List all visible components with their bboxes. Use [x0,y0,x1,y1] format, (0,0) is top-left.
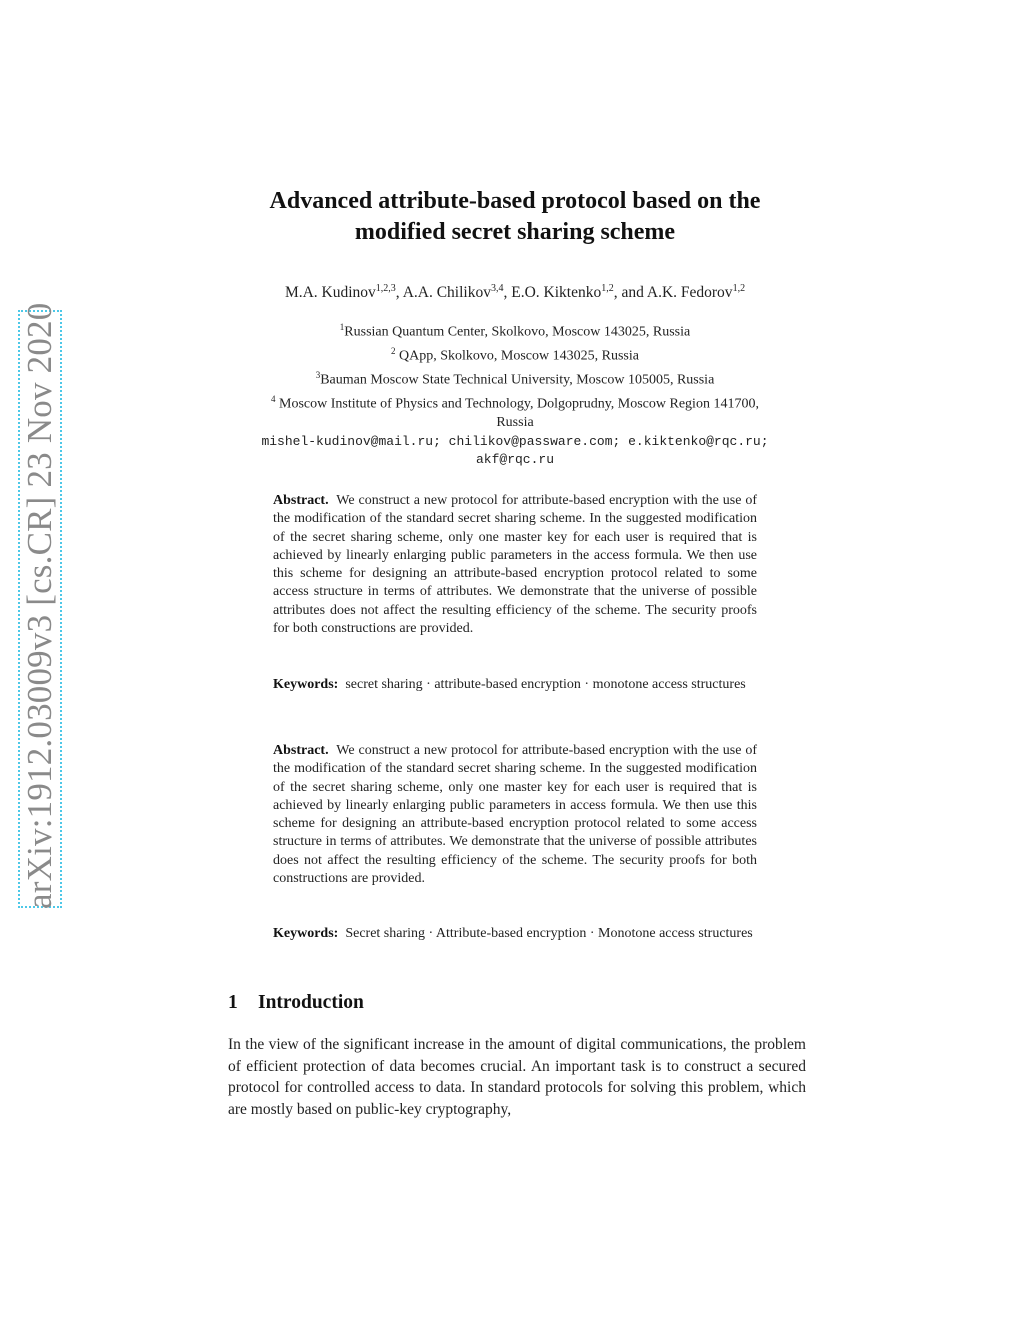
title-line-1: Advanced attribute-based protocol based on the [269,188,761,214]
author-name: A.K. Fedorov [646,284,733,302]
author-separator: , [503,284,512,302]
email-list[interactable]: akf@rqc.ru [475,452,554,468]
affiliation-continuation: Russia [496,415,534,431]
affiliation-sup: 1 [339,322,345,332]
author-affil-sup: 1,2,3 [375,283,396,294]
author-list [180,283,850,302]
section-number: 1 [228,992,238,1013]
section-title: Introduction [258,992,364,1013]
email-list[interactable]: mishel-kudinov@mail.ru; chilikov@passware.com; e.kiktenko@rqc.ru; [261,433,769,449]
author-name: M.A. Kudinov [284,284,376,302]
keywords-block [273,676,757,694]
abstract-text: We construct a new protocol for attribute-based encryption with the use of the modification of the standard secret sharing scheme. In the suggested modification of the secret sharing scheme, only one master key for each user is required that is achieved by linearly enlarging public parameters in the access formula. We then use this scheme for designing an attribute-based encryption protocol related to some access structure in terms of attributes. We demonstrate that the universe of possible attributes does not affect the resulting efficiency of the scheme. The security proofs for both constructions are provided. [273,493,758,637]
affiliation-sup: 4 [271,394,276,405]
author-name: A.A. Chilikov [402,284,491,302]
affiliation-text: Bauman Moscow State Technical University, Moscow 105005, Russia [320,372,715,388]
affiliation-line [180,390,850,414]
affiliation-text: Russian Quantum Center, Skolkovo, Moscow 143025, Russia [344,324,691,340]
intro-paragraph: In the view of the significant increase in the amount of digital communications, the problem of efficient protection of data becomes crucial. An important task is to construct a secured protocol for controlled access to data. In standard protocols for solving this problem, which are mostly based on public-key cryptography, [228,1036,806,1118]
keywords-text: Secret sharing · Attribute-based encryption · Monotone access structures [345,926,753,941]
author-affil-sup: 3,4 [490,283,504,294]
arxiv-stamp[interactable]: arXiv:1912.03009v3 [cs.CR] 23 Nov 2020 [20,302,59,909]
section-heading [228,992,364,1014]
author-separator: , and [613,284,647,302]
abstract-label: Abstract. [273,743,329,758]
affiliation-line [180,318,850,342]
author-affil-sup: 1,2 [732,283,746,294]
paper-title [200,186,830,248]
abstract-block [273,742,757,888]
abstract-label: Abstract. [273,493,329,508]
author-affil-sup: 1,2 [601,283,614,294]
affiliation-sup: 3 [315,370,321,381]
affiliation-text: QApp, Skolkovo, Moscow 143025, Russia [395,348,639,364]
affiliations [180,318,850,469]
abstract-text: We construct a new protocol for attribute-based encryption with the use of the modification of the standard secret sharing scheme. In the suggested modification of the secret sharing scheme, only one master key for each user is required that is achieved by linearly enlarging public parameters in access formula. We then use this scheme for designing an attribute-based encryption protocol related to some access structure in terms of attributes. We demonstrate that the universe of possible attributes does not affect the resulting efficiency of the scheme. The security proofs for both constructions are provided. [273,743,758,887]
abstract-block [273,492,757,638]
keywords-label: Keywords: [273,926,339,941]
affiliation-line [180,342,850,366]
author-name: E.O. Kiktenko [511,284,602,302]
author-separator: , [395,284,403,302]
title-line-2: modified secret sharing scheme [354,219,676,245]
affiliation-text: Moscow Institute of Physics and Technology, Dolgoprudny, Moscow Region 141700, [275,396,759,412]
affiliation-sup: 2 [391,346,396,357]
affiliation-line [180,366,850,390]
keywords-label: Keywords: [273,677,339,692]
keywords-block [273,925,757,943]
keywords-text: secret sharing · attribute-based encryption · monotone access structures [345,677,746,692]
